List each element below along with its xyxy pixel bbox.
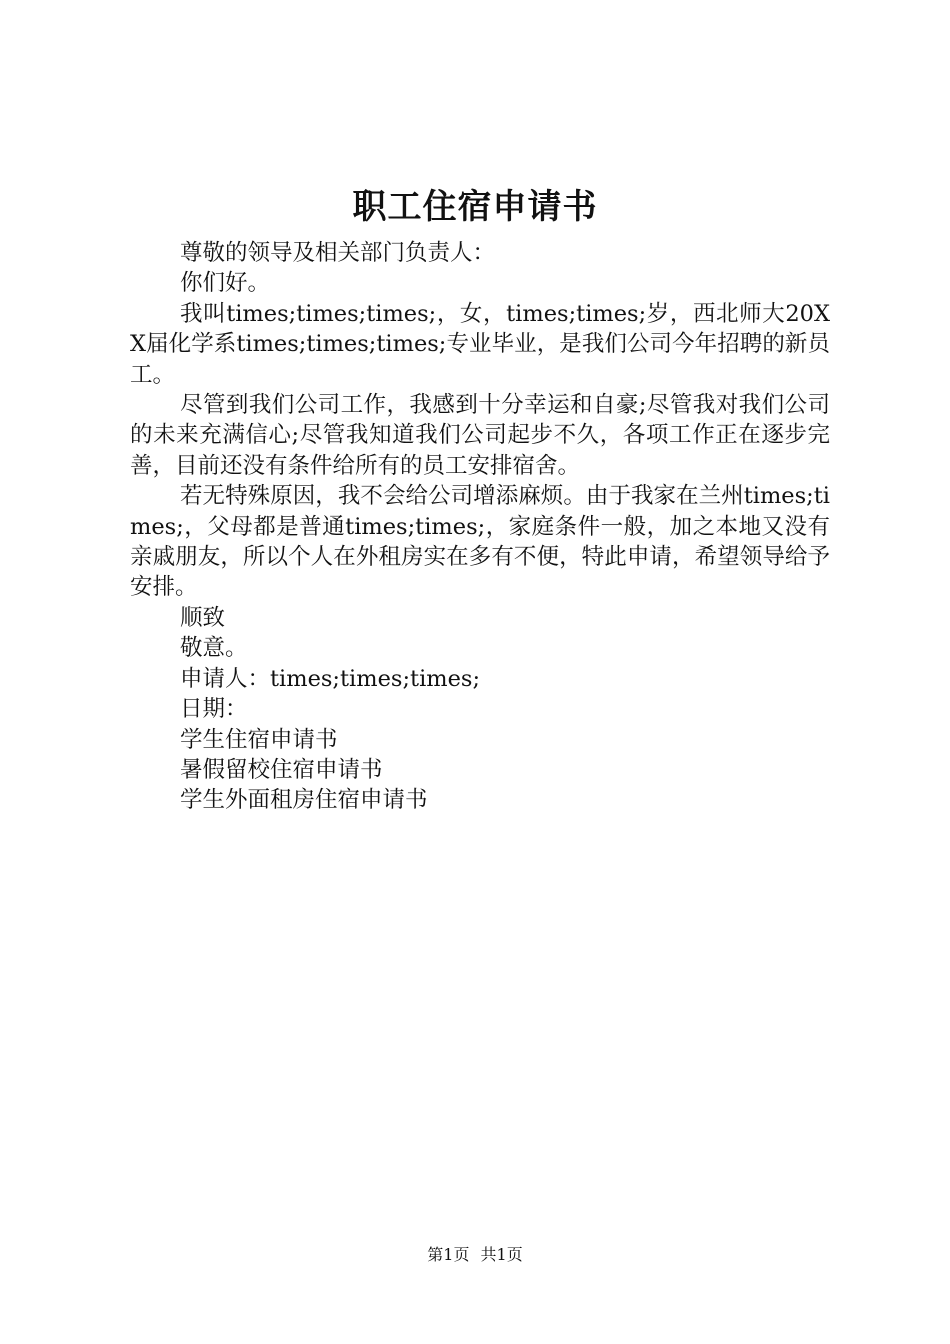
page-number-current: 第1页 <box>427 1245 470 1264</box>
closing-regards: 顺致 <box>180 604 226 631</box>
closing-respect: 敬意。 <box>180 635 248 662</box>
document-title: 职工住宿申请书 <box>352 187 598 227</box>
date-line: 日期： <box>180 696 248 723</box>
salutation: 尊敬的领导及相关部门负责人： <box>180 240 496 266</box>
applicant-line: 申请人：times;times;times; <box>180 665 481 692</box>
paragraph-situation: 尽管到我们公司工作，我感到十分幸运和自豪;尽管我对我们公司的未来充满信心;尽管我知道我们公司起步不久，各项工作正在逐步完善，目前还没有条件给所有的员工安排宿舍。 <box>130 392 830 479</box>
page-number-total: 共1页 <box>480 1245 523 1264</box>
related-link-student-dorm: 学生住宿申请书 <box>180 726 338 753</box>
paragraph-introduction: 我叫times;times;times;，女，times;times;岁，西北师大20XX届化学系times;times;times;专业毕业，是我们公司今年招聘的新员工。 <box>130 300 830 388</box>
paragraph-request: 若无特殊原因，我不会给公司增添麻烦。由于我家在兰州times;times;，父母都是普通times;times;，家庭条件一般，加之本地又没有亲戚朋友，所以个人在外租房实在多有不便，特此申请，希望领导给予安排。 <box>130 483 830 601</box>
related-link-off-campus-rental: 学生外面租房住宿申请书 <box>180 787 428 814</box>
related-link-summer-dorm: 暑假留校住宿申请书 <box>180 756 383 783</box>
document-body <box>130 238 830 816</box>
page-footer <box>0 1244 950 1266</box>
greeting: 你们好。 <box>180 270 271 297</box>
